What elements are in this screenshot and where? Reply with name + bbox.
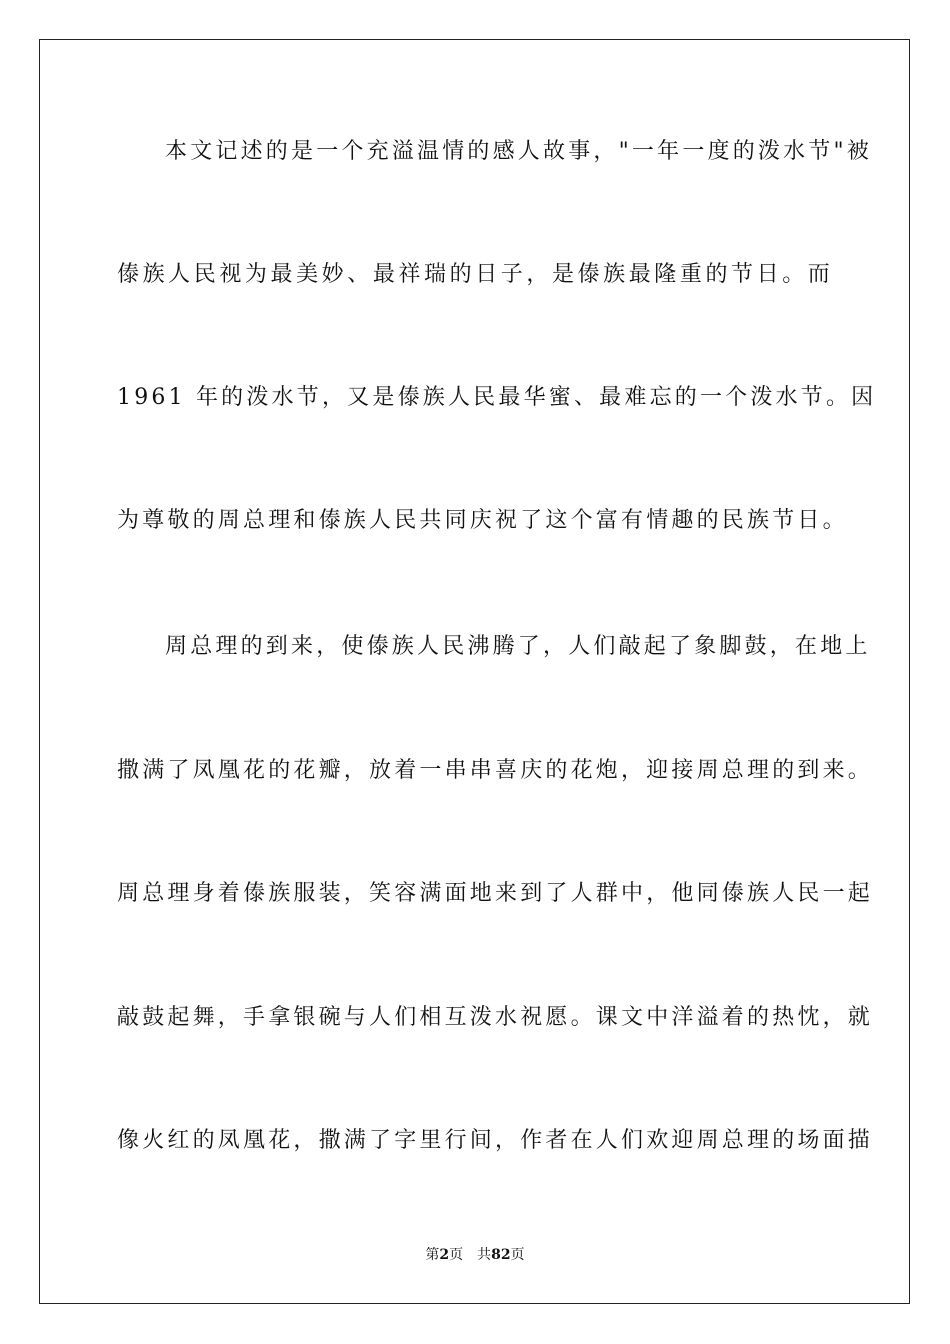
page-unit: 页 [449, 1247, 464, 1263]
text-line: 为尊敬的周总理和傣族人民共同庆祝了这个富有情趣的民族节日。 [117, 508, 848, 533]
total-page-count: 82 [491, 1247, 511, 1263]
text-line: 周总理身着傣族服装，笑容满面地来到了人群中，他同傣族人民一起 [117, 881, 874, 906]
current-page-number: 2 [439, 1247, 450, 1263]
text-line: 周总理的到来，使傣族人民沸腾了，人们敲起了象脚鼓，在地上 [165, 634, 871, 659]
total-unit: 页 [510, 1247, 525, 1263]
total-prefix: 共 [477, 1247, 492, 1263]
text-line: 本文记述的是一个充溢温情的感人故事，"一年一度的泼水节"被 [165, 139, 873, 164]
text-line: 1961 年的泼水节，又是傣族人民最华蜜、最难忘的一个泼水节。因 [117, 385, 877, 410]
text-line: 像火红的凤凰花，撒满了字里行间，作者在人们欢迎周总理的场面描 [117, 1128, 874, 1153]
page-footer [0, 1246, 950, 1264]
page-prefix: 第 [425, 1247, 440, 1263]
text-line: 敲鼓起舞，手拿银碗与人们相互泼水祝愿。课文中洋溢着的热忱，就 [117, 1005, 874, 1030]
text-line: 撒满了凤凰花的花瓣，放着一串串喜庆的花炮，迎接周总理的到来。 [117, 758, 874, 783]
page-border [39, 39, 910, 1304]
text-line: 傣族人民视为最美妙、最祥瑞的日子，是傣族最隆重的节日。而 [117, 262, 833, 287]
